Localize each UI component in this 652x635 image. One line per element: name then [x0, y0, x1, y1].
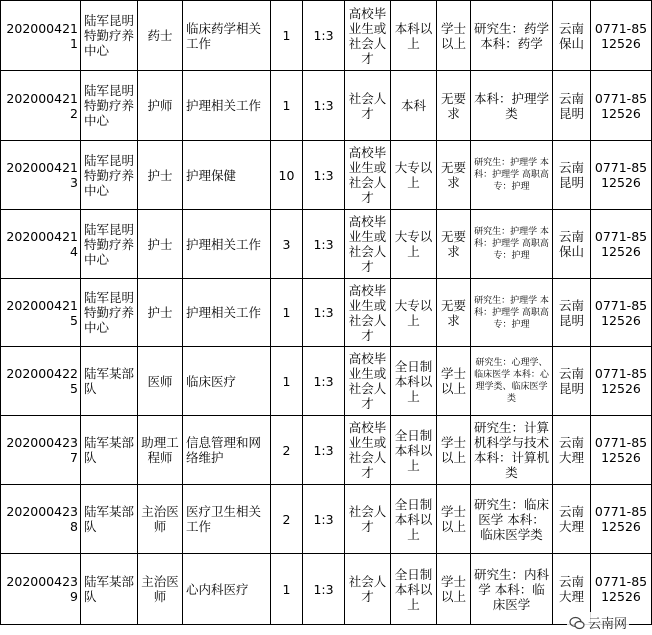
major-cell: 研究生：计算机科学与技术 本科：计算机类: [471, 416, 553, 485]
education-cell: 大专以上: [391, 210, 437, 279]
education-cell: 全日制本科以上: [391, 554, 437, 625]
code-cell: 2020004237: [1, 416, 81, 485]
table-row: [1, 347, 652, 416]
ratio-cell: 1:3: [303, 71, 345, 141]
education-cell: 全日制本科以上: [391, 485, 437, 554]
source-cell: 高校毕业生或社会人才: [345, 279, 391, 347]
work-cell: 医疗卫生相关工作: [183, 485, 271, 554]
phone-cell: 0771-8512526: [591, 554, 652, 625]
location-cell: 云南大理: [553, 554, 591, 625]
ratio-cell: 1:3: [303, 279, 345, 347]
unit-cell: 陆军昆明特勤疗养中心: [81, 279, 138, 347]
work-cell: 临床药学相关工作: [183, 1, 271, 71]
count-cell: 2: [271, 416, 303, 485]
position-cell: 主治医师: [138, 485, 183, 554]
ratio-cell: 1:3: [303, 485, 345, 554]
degree-cell: 无要求: [437, 141, 471, 210]
table-row: [1, 485, 652, 554]
phone-cell: 0771-8512526: [591, 347, 652, 416]
unit-cell: 陆军昆明特勤疗养中心: [81, 210, 138, 279]
location-cell: 云南保山: [553, 210, 591, 279]
source-cell: 高校毕业生或社会人才: [345, 347, 391, 416]
position-cell: 助理工程师: [138, 416, 183, 485]
position-cell: 医师: [138, 347, 183, 416]
major-cell: 研究生：药学 本科：药学: [471, 1, 553, 71]
degree-cell: 学士以上: [437, 416, 471, 485]
major-cell: 本科：护理学类: [471, 71, 553, 141]
watermark: [567, 612, 629, 633]
unit-cell: 陆军昆明特勤疗养中心: [81, 141, 138, 210]
table-row: [1, 141, 652, 210]
ratio-cell: 1:3: [303, 347, 345, 416]
position-cell: 护士: [138, 210, 183, 279]
education-cell: 全日制本科以上: [391, 416, 437, 485]
location-cell: 云南保山: [553, 1, 591, 71]
ratio-cell: 1:3: [303, 210, 345, 279]
table-row: [1, 279, 652, 347]
major-cell: 研究生：护理学 本科：护理学 高职高专：护理: [471, 141, 553, 210]
location-cell: 云南大理: [553, 485, 591, 554]
unit-cell: 陆军某部队: [81, 485, 138, 554]
code-cell: 2020004212: [1, 71, 81, 141]
work-cell: 临床医疗: [183, 347, 271, 416]
unit-cell: 陆军昆明特勤疗养中心: [81, 1, 138, 71]
major-cell: 研究生：护理学 本科：护理学 高职高专：护理: [471, 279, 553, 347]
position-cell: 药士: [138, 1, 183, 71]
ratio-cell: 1:3: [303, 141, 345, 210]
ratio-cell: 1:3: [303, 554, 345, 625]
position-cell: 主治医师: [138, 554, 183, 625]
major-cell: 研究生：内科学 本科：临床医学: [471, 554, 553, 625]
phone-cell: 0771-8512526: [591, 210, 652, 279]
watermark-text: 云南网: [587, 617, 627, 632]
table-row: [1, 416, 652, 485]
position-cell: 护士: [138, 279, 183, 347]
education-cell: 大专以上: [391, 141, 437, 210]
education-cell: 大专以上: [391, 279, 437, 347]
source-cell: 高校毕业生或社会人才: [345, 416, 391, 485]
location-cell: 云南大理: [553, 416, 591, 485]
unit-cell: 陆军某部队: [81, 347, 138, 416]
work-cell: 护理相关工作: [183, 71, 271, 141]
count-cell: 10: [271, 141, 303, 210]
work-cell: 护理相关工作: [183, 210, 271, 279]
source-cell: 社会人才: [345, 71, 391, 141]
count-cell: 1: [271, 347, 303, 416]
count-cell: 1: [271, 1, 303, 71]
source-cell: 社会人才: [345, 485, 391, 554]
source-cell: 社会人才: [345, 554, 391, 625]
degree-cell: 学士以上: [437, 485, 471, 554]
code-cell: 2020004211: [1, 1, 81, 71]
wechat-icon: [569, 615, 585, 631]
table-row: [1, 554, 652, 625]
major-cell: 研究生：护理学 本科：护理学 高职高专：护理: [471, 210, 553, 279]
location-cell: 云南昆明: [553, 347, 591, 416]
degree-cell: 学士以上: [437, 1, 471, 71]
phone-cell: 0771-8512526: [591, 485, 652, 554]
degree-cell: 学士以上: [437, 347, 471, 416]
table-row: [1, 1, 652, 71]
count-cell: 3: [271, 210, 303, 279]
work-cell: 护理保健: [183, 141, 271, 210]
degree-cell: 学士以上: [437, 554, 471, 625]
work-cell: 信息管理和网络维护: [183, 416, 271, 485]
position-cell: 护士: [138, 141, 183, 210]
unit-cell: 陆军某部队: [81, 416, 138, 485]
phone-cell: 0771-8512526: [591, 416, 652, 485]
count-cell: 1: [271, 554, 303, 625]
degree-cell: 无要求: [437, 279, 471, 347]
source-cell: 高校毕业生或社会人才: [345, 210, 391, 279]
unit-cell: 陆军昆明特勤疗养中心: [81, 71, 138, 141]
code-cell: 2020004238: [1, 485, 81, 554]
major-cell: 研究生：临床医学 本科：临床医学类: [471, 485, 553, 554]
work-cell: 心内科医疗: [183, 554, 271, 625]
phone-cell: 0771-8512526: [591, 1, 652, 71]
source-cell: 高校毕业生或社会人才: [345, 1, 391, 71]
phone-cell: 0771-8512526: [591, 141, 652, 210]
work-cell: 护理相关工作: [183, 279, 271, 347]
count-cell: 2: [271, 485, 303, 554]
location-cell: 云南昆明: [553, 141, 591, 210]
ratio-cell: 1:3: [303, 416, 345, 485]
major-cell: 研究生：心理学、临床医学 本科：心理学类、临床医学类: [471, 347, 553, 416]
code-cell: 2020004213: [1, 141, 81, 210]
count-cell: 1: [271, 279, 303, 347]
code-cell: 2020004225: [1, 347, 81, 416]
education-cell: 全日制本科以上: [391, 347, 437, 416]
code-cell: 2020004215: [1, 279, 81, 347]
location-cell: 云南昆明: [553, 71, 591, 141]
unit-cell: 陆军某部队: [81, 554, 138, 625]
phone-cell: 0771-8512526: [591, 71, 652, 141]
code-cell: 2020004239: [1, 554, 81, 625]
degree-cell: 无要求: [437, 71, 471, 141]
table-row: [1, 210, 652, 279]
education-cell: 本科以上: [391, 1, 437, 71]
location-cell: 云南昆明: [553, 279, 591, 347]
count-cell: 1: [271, 71, 303, 141]
phone-cell: 0771-8512526: [591, 279, 652, 347]
code-cell: 2020004214: [1, 210, 81, 279]
source-cell: 高校毕业生或社会人才: [345, 141, 391, 210]
degree-cell: 无要求: [437, 210, 471, 279]
position-cell: 护师: [138, 71, 183, 141]
education-cell: 本科: [391, 71, 437, 141]
table-row: [1, 71, 652, 141]
ratio-cell: 1:3: [303, 1, 345, 71]
